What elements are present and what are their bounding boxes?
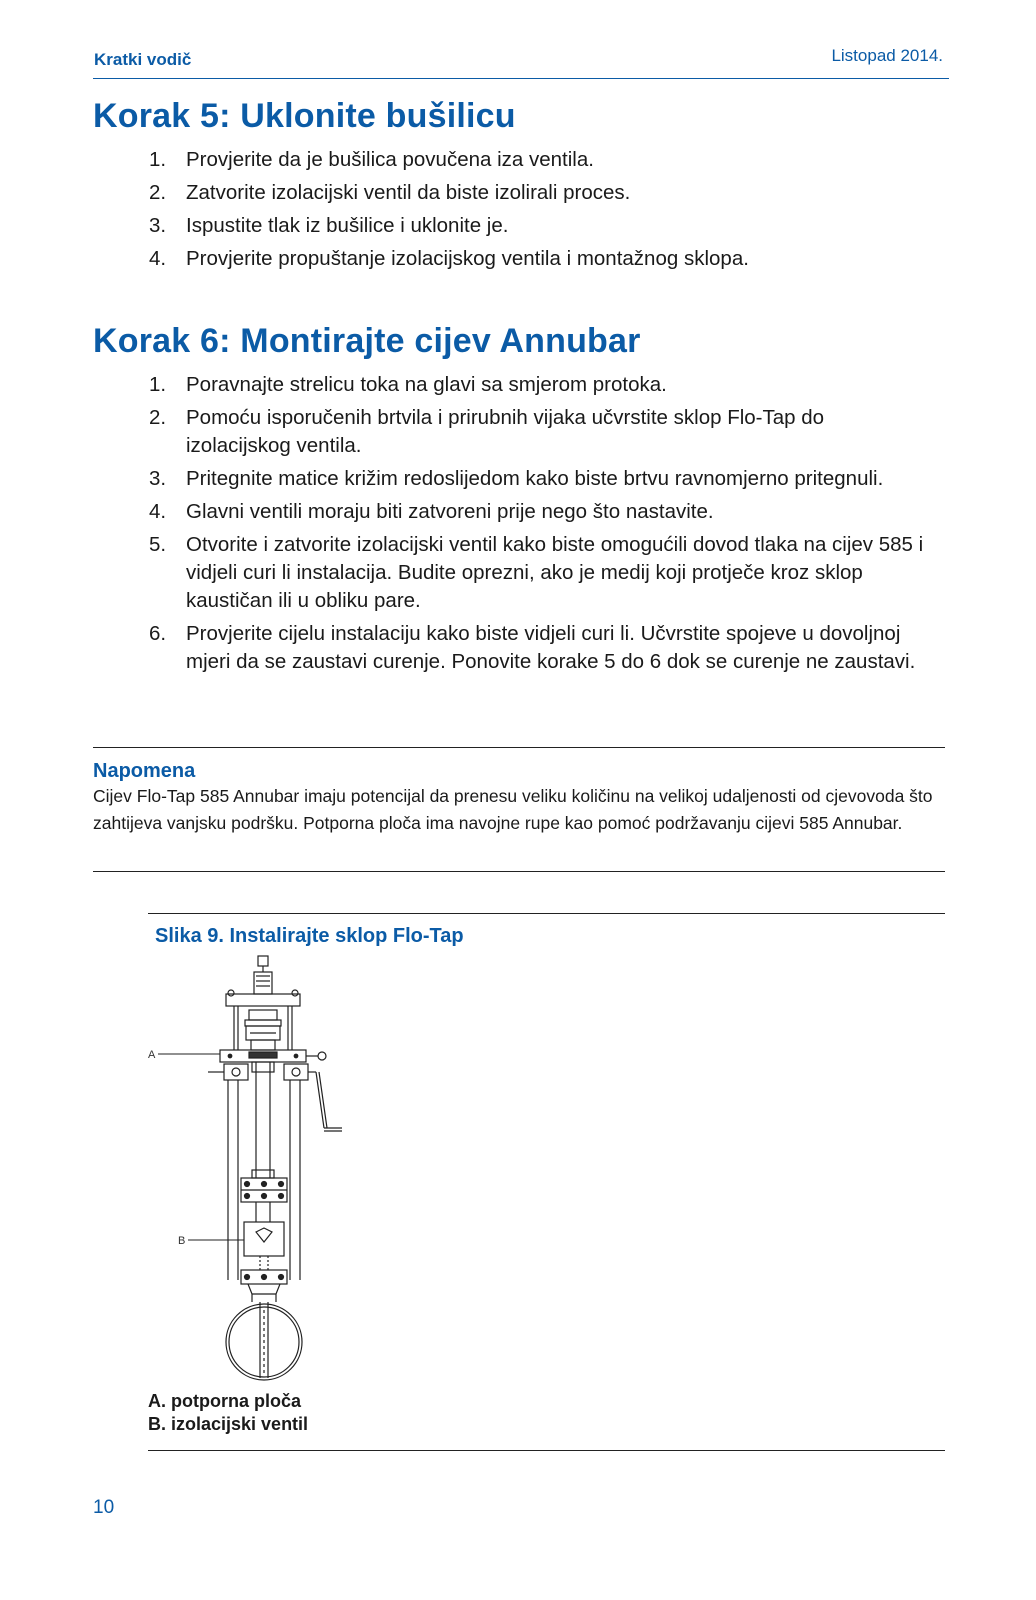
step-text: Pritegnite matice križim redoslijedom kako biste brtvu ravnomjerno pritegnuli. — [186, 467, 884, 490]
step-item — [93, 245, 963, 273]
step-number: 1. — [149, 373, 167, 396]
step-text: Provjerite cijelu instalaciju kako biste vidjeli curi li. Učvrstite spojeve u dovoljnoj mjeri da se zaustavi curenje. Ponovite korake 5 do 6 dok se curenje ne zaustavi. — [186, 622, 916, 673]
figure-top-rule — [148, 913, 945, 914]
figure-bottom-rule — [148, 1450, 945, 1451]
step-text: Provjerite propuštanje izolacijskog ventila i montažnog sklopa. — [186, 247, 749, 270]
flo-tap-assembly-drawing — [148, 950, 368, 1388]
callout-a-label: A — [148, 1049, 156, 1061]
step-item — [93, 465, 963, 493]
step-item — [93, 179, 963, 207]
step-item — [93, 498, 963, 526]
section-6-title: Korak 6: Montirajte cijev Annubar — [93, 322, 641, 360]
section-5-title: Korak 5: Uklonite bušilicu — [93, 97, 516, 135]
flo-tap-diagram — [148, 950, 368, 1388]
step-item — [93, 371, 963, 399]
step-text: Poravnajte strelicu toka na glavi sa smjerom protoka. — [186, 373, 667, 396]
section-6-steps — [93, 371, 963, 681]
step-number: 3. — [149, 214, 167, 237]
figure-caption: Slika 9. Instalirajte sklop Flo-Tap — [155, 925, 464, 947]
header-doc-title: Kratki vodič — [94, 50, 192, 69]
step-number: 2. — [149, 181, 167, 204]
legend-item-a: A. potporna ploča — [148, 1391, 301, 1411]
figure-legend — [148, 1390, 308, 1436]
step-item — [93, 620, 963, 676]
step-number: 3. — [149, 467, 167, 490]
step-number: 5. — [149, 533, 167, 556]
note-title: Napomena — [93, 760, 196, 782]
section-5-steps — [93, 146, 963, 278]
callout-b-label: B — [178, 1235, 186, 1247]
step-number: 1. — [149, 148, 167, 171]
header-date: Listopad 2014. — [831, 46, 943, 65]
step-number: 4. — [149, 500, 167, 523]
note-top-rule — [93, 747, 945, 748]
step-item — [93, 212, 963, 240]
step-number: 6. — [149, 622, 167, 645]
step-item — [93, 146, 963, 174]
note-bottom-rule — [93, 871, 945, 872]
step-number: 4. — [149, 247, 167, 270]
step-text: Pomoću isporučenih brtvila i prirubnih vijaka učvrstite sklop Flo-Tap do izolacijskog ventila. — [186, 406, 825, 457]
page-number: 10 — [93, 1497, 115, 1518]
step-text: Zatvorite izolacijski ventil da biste izolirali proces. — [186, 181, 631, 204]
step-number: 2. — [149, 406, 167, 429]
step-item — [93, 404, 963, 460]
step-item — [93, 531, 963, 615]
legend-item-b: B. izolacijski ventil — [148, 1414, 309, 1434]
step-text: Provjerite da je bušilica povučena iza ventila. — [186, 148, 594, 171]
step-text: Glavni ventili moraju biti zatvoreni prije nego što nastavite. — [186, 500, 714, 523]
step-text: Otvorite i zatvorite izolacijski ventil kako biste omogućili dovod tlaka na cijev 585 i vidjeli curi li instalacija. Budite oprezni, ako je medij koji protječe kroz sklop kaustičan ili u obliku pare. — [186, 533, 924, 612]
step-text: Ispustite tlak iz bušilice i uklonite je. — [186, 214, 509, 237]
header-divider — [93, 78, 949, 79]
note-text: Cijev Flo-Tap 585 Annubar imaju potencijal da prenesu veliku količinu na velikoj udaljenosti od cjevovoda što zahtijeva vanjsku podršku. Potporna ploča ima navojne rupe kao pomoć podržavanju cijevi 585 Annubar. — [93, 786, 933, 833]
